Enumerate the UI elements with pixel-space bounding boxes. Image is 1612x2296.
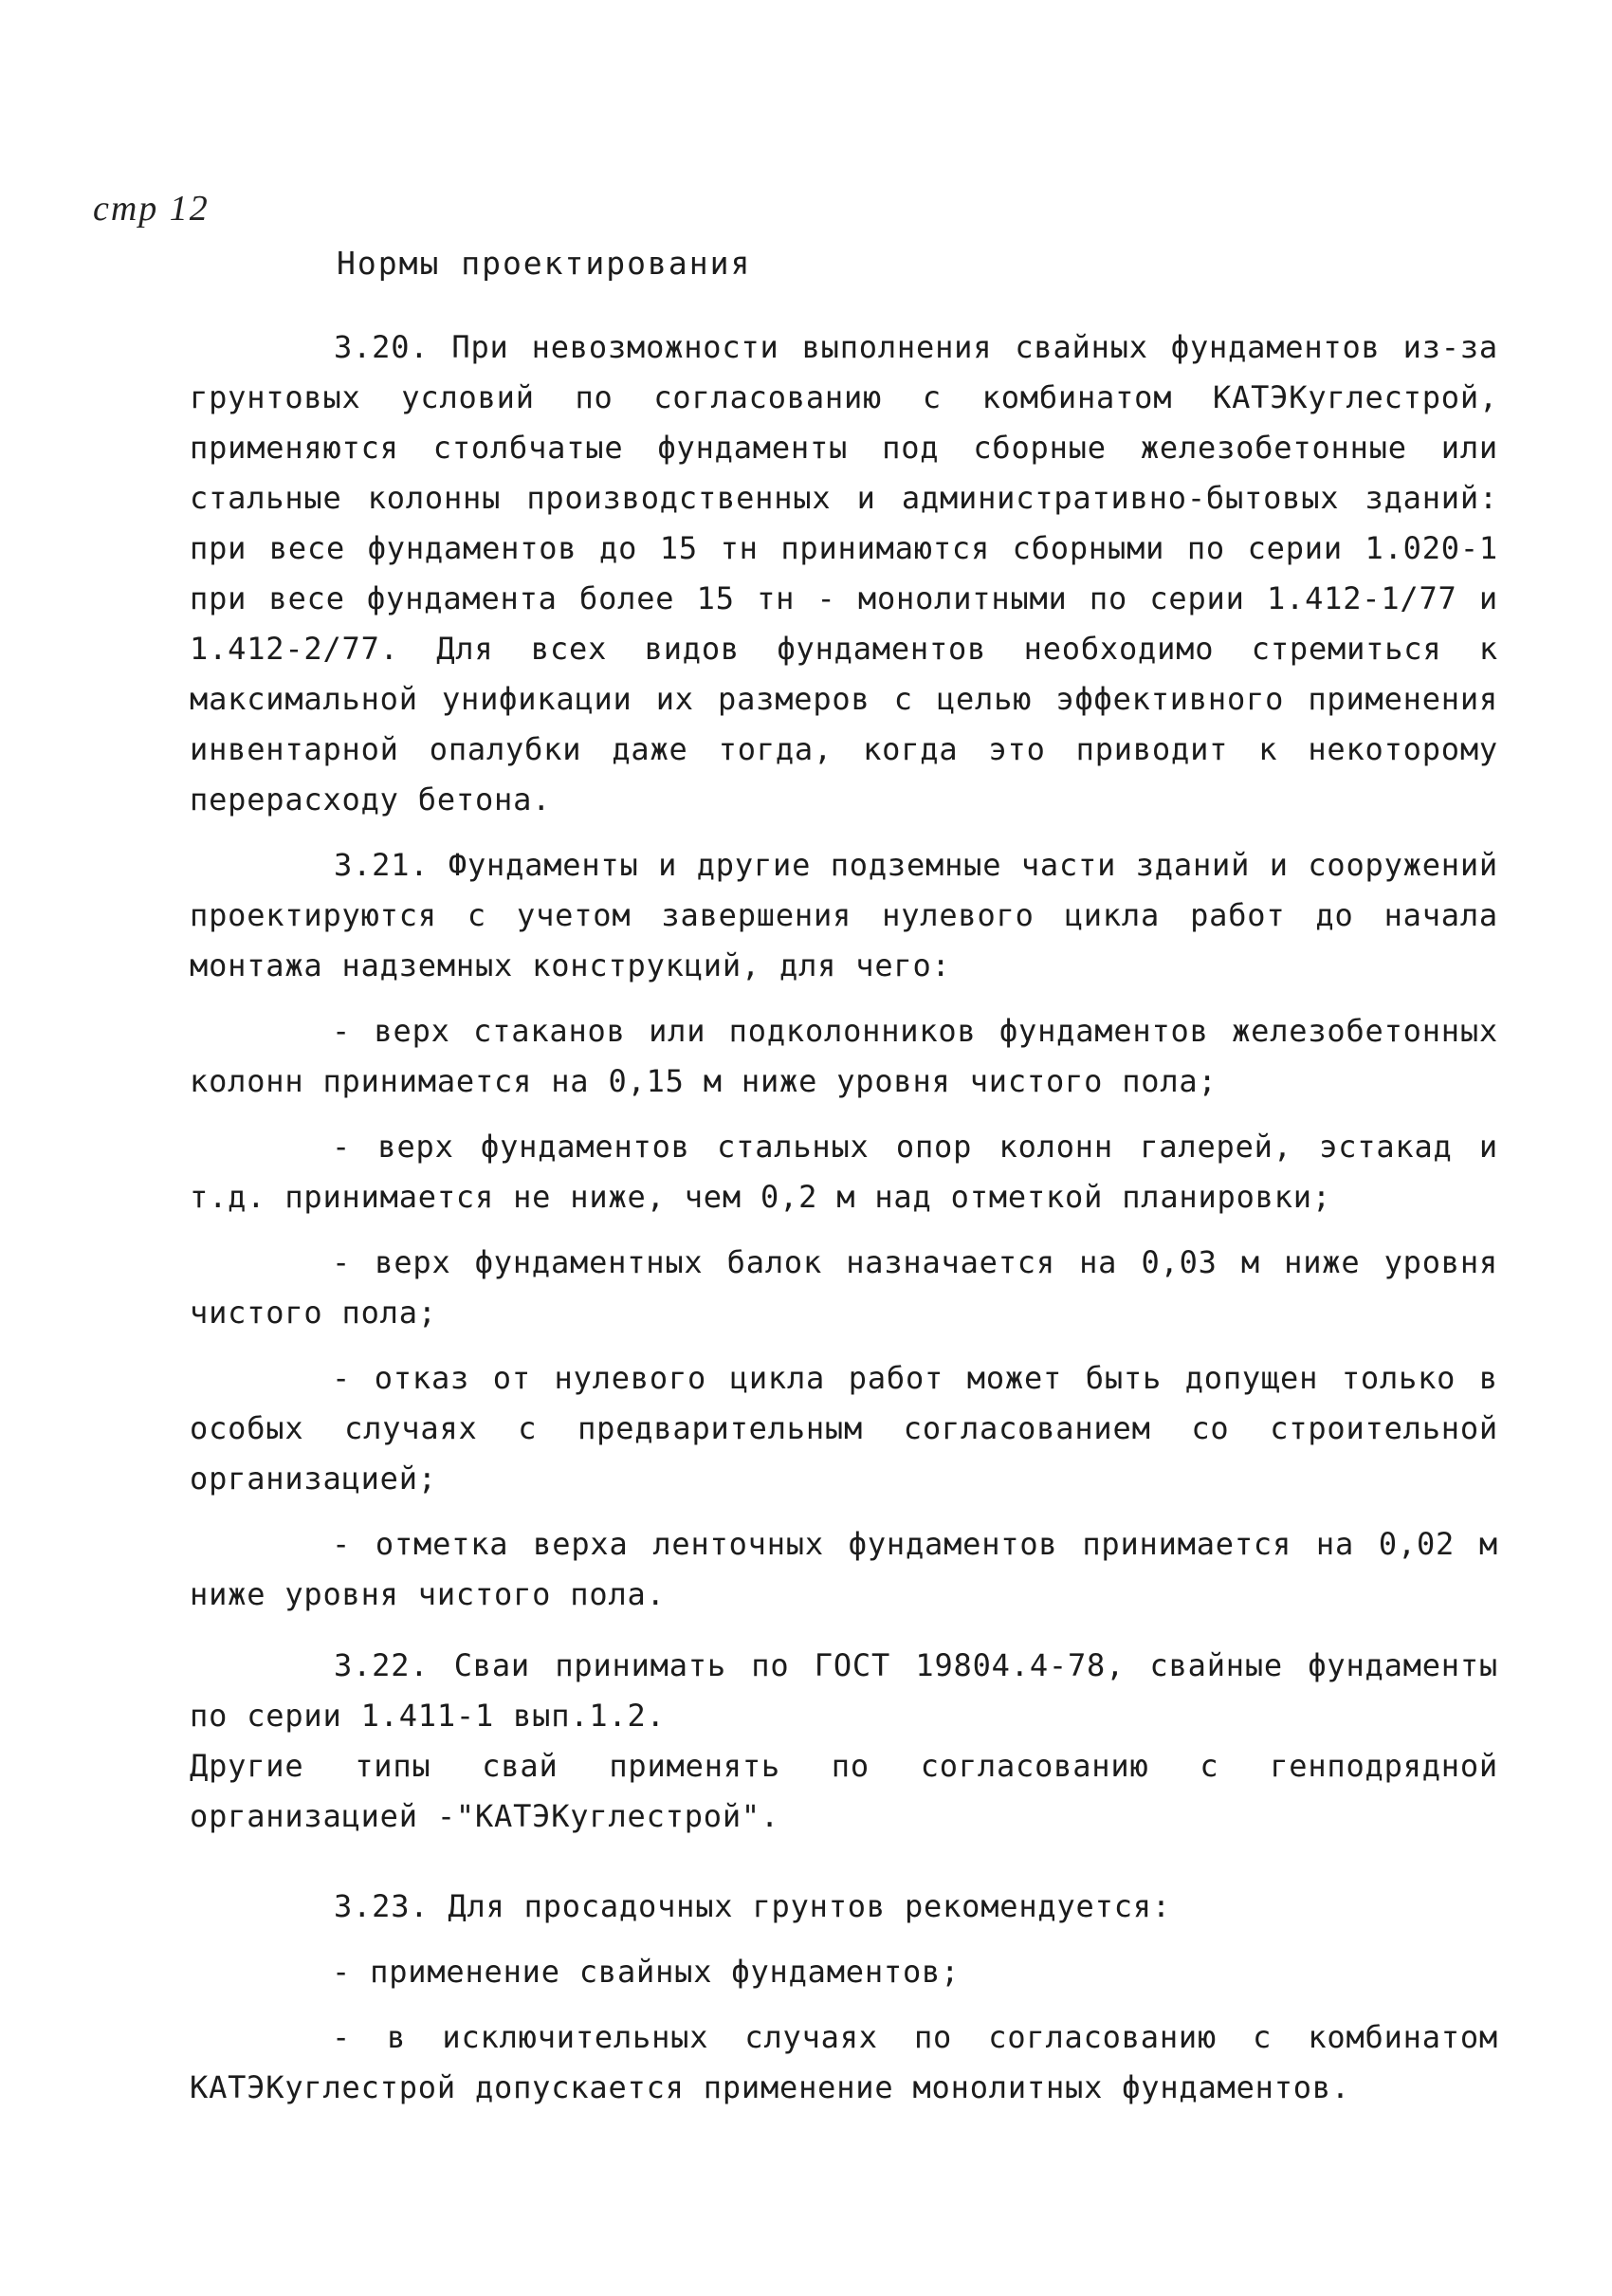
paragraph-3-23: 3.23. Для просадочных грунтов рекомендуется: <box>334 1888 1171 1924</box>
paragraph-3-22: 3.22. Сваи принимать по ГОСТ 19804.4-78, свайные фундаменты по серии 1.411-1 вып.1.2. <box>190 1647 1498 1734</box>
list-item: - верх фундаментов стальных опор колонн галерей, эстакад и т.д. принимается не ниже, чем 0,2 м над отметкой планировки; <box>190 1129 1498 1215</box>
paragraph-3-22-continuation: Другие типы свай применять по согласованию с генподрядной организацией -"КАТЭКуглестрой". <box>190 1748 1498 1834</box>
list-item: - отметка верха ленточных фундаментов принимается на 0,02 м ниже уровня чистого пола. <box>190 1526 1498 1612</box>
document-body <box>190 322 1498 2113</box>
list-item: - верх фундаментных балок назначается на 0,03 м ниже уровня чистого пола; <box>190 1244 1498 1331</box>
list-item: - применение свайных фундаментов; <box>332 1954 961 1990</box>
list-item: - в исключительных случаях по согласованию с комбинатом КАТЭКуглестрой допускается применение монолитных фундаментов. <box>190 2019 1498 2105</box>
paragraph-3-21: 3.21. Фундаменты и другие подземные части зданий и сооружений проектируются с учетом завершения нулевого цикла работ до начала монтажа надземных конструкций, для чего: <box>190 847 1498 983</box>
list-item: - верх стаканов или подколонников фундаментов железобетонных колонн принимается на 0,15 м ниже уровня чистого пола; <box>190 1013 1498 1099</box>
paragraph-3-20: 3.20. При невозможности выполнения свайных фундаментов из-за грунтовых условий по согласованию с комбинатом КАТЭКуглестрой, применяются столбчатые фундаменты под сборные железобетонные или стальные колонны производственных и административно-бытовых зданий: при весе фундаментов до 15 тн принимаются сборными по серии 1.020-1 при весе фундамента более 15 тн - монолитными по серии 1.412-1/77 и 1.412-2/77. Для всех видов фундаментов необходимо стремиться к максимальной унификации их размеров с целью эффективного применения инвентарной опалубки даже тогда, когда это приводит к некоторому перерасходу бетона. <box>190 329 1498 817</box>
list-item: - отказ от нулевого цикла работ может быть допущен только в особых случаях с предварительным согласованием со строительной организацией; <box>190 1360 1498 1497</box>
page-number-mark: стр 12 <box>93 189 210 229</box>
section-heading: Нормы проектирования <box>337 245 752 282</box>
